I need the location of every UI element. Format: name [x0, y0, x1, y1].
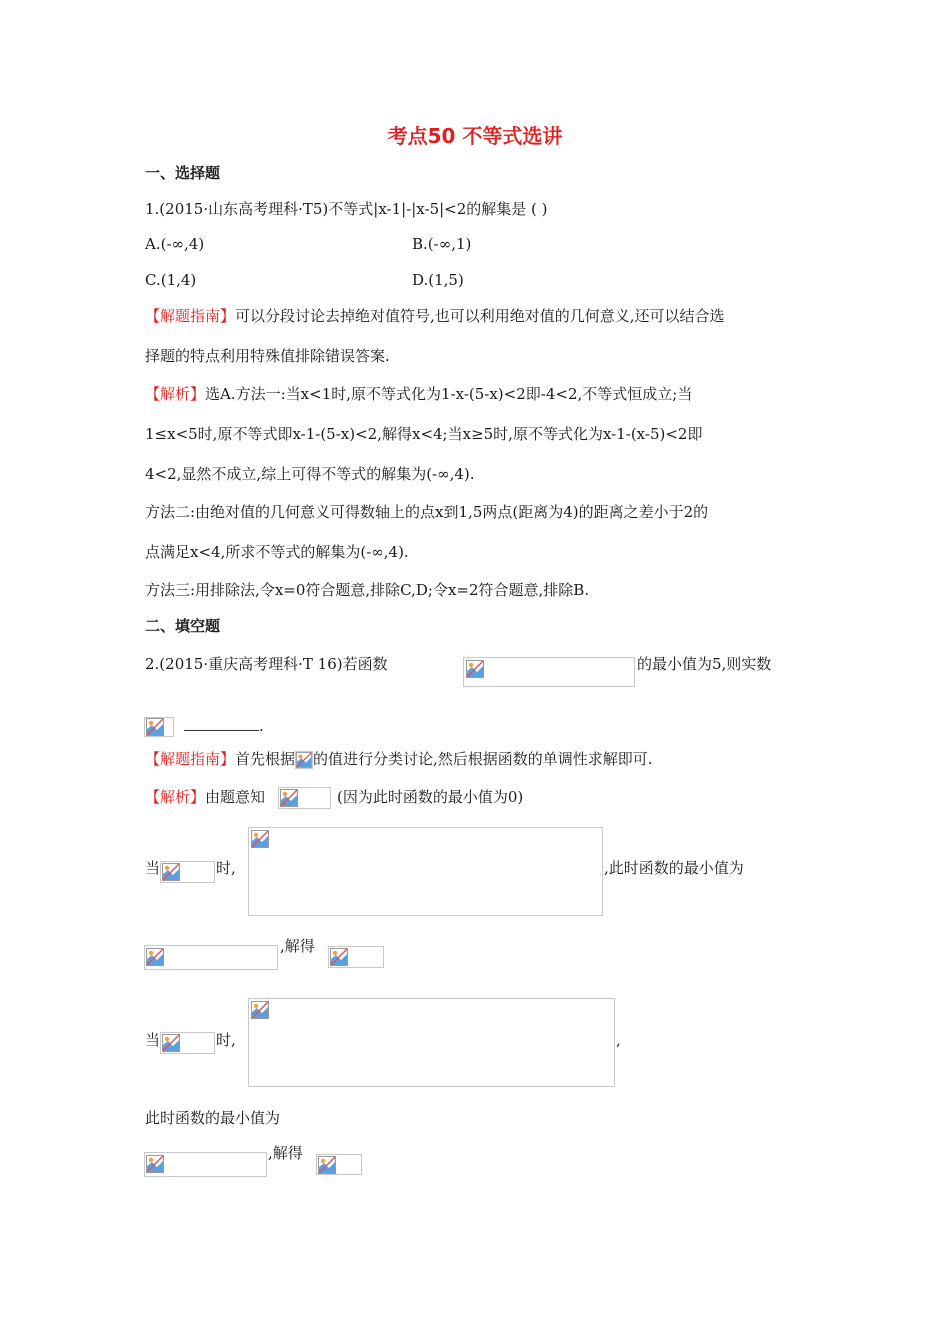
q1-analysis-line-1 — [145, 382, 692, 406]
broken-image-icon — [466, 660, 484, 678]
q1-guide-line-2: 择题的特点利用特殊值排除错误答案. — [145, 347, 390, 365]
section-heading-fill: 二、填空题 — [145, 617, 221, 635]
broken-image-case1-solution — [328, 946, 384, 968]
case2-comma: , — [616, 1031, 621, 1049]
broken-image-variable — [144, 717, 174, 737]
blank-period: . — [259, 717, 264, 735]
guide-text: 可以分段讨论去掉绝对值符号,也可以利用绝对值的几何意义,还可以结合选 — [235, 307, 725, 325]
broken-image-icon — [280, 789, 298, 807]
broken-image-case1-condition — [160, 861, 215, 883]
analysis-text: 选A.方法一:当x<1时,原不等式化为1-x-(5-x)<2即-4<2,不等式恒成立;当 — [205, 385, 693, 403]
case2-solve-text: ,解得 — [268, 1144, 303, 1162]
broken-image-icon — [162, 863, 180, 881]
guide-tag: 【解题指南】 — [145, 307, 236, 325]
broken-image-icon — [296, 752, 312, 768]
broken-image-case1-piecewise — [248, 827, 603, 916]
q1-method2-line-1: 方法二:由绝对值的几何意义可得数轴上的点x到1,5两点(距离为4)的距离之差小于2的 — [145, 503, 709, 521]
page-title: 考点50 不等式选讲 — [387, 124, 563, 148]
analysis-text-a: 由题意知 — [205, 788, 266, 806]
case2-min-text: 此时函数的最小值为 — [145, 1109, 281, 1127]
broken-image-condition — [278, 787, 331, 809]
guide-text-b: 的值进行分类讨论,然后根据函数的单调性求解即可. — [313, 750, 653, 768]
broken-image-icon — [251, 830, 269, 848]
analysis-tag: 【解析】 — [145, 385, 206, 403]
broken-image-icon — [146, 948, 164, 966]
option-c: C.(1,4) — [145, 271, 197, 289]
case2-when: 当 — [145, 1031, 161, 1049]
q1-guide-line-1 — [145, 304, 725, 328]
broken-image-icon — [146, 718, 164, 736]
case1-solve-text: ,解得 — [280, 937, 315, 955]
broken-image-case2-solution — [316, 1154, 362, 1175]
analysis-text-b: (因为此时函数的最小值为0) — [337, 788, 524, 806]
case1-min-text: ,此时函数的最小值为 — [604, 859, 744, 877]
broken-image-icon — [330, 948, 348, 966]
analysis-tag: 【解析】 — [145, 788, 206, 806]
option-d: D.(1,5) — [412, 271, 464, 289]
question-2-stem-a: 2.(2015·重庆高考理科·T 16)若函数 — [145, 655, 388, 673]
broken-image-case2-min — [144, 1152, 267, 1177]
answer-blank-line — [176, 714, 264, 738]
option-a: A.(-∞,4) — [145, 235, 205, 253]
case1-when: 当 — [145, 859, 161, 877]
section-heading-choice: 一、选择题 — [145, 164, 221, 182]
broken-image-icon — [318, 1156, 336, 1174]
answer-blank[interactable] — [184, 716, 259, 731]
case2-time: 时, — [216, 1031, 236, 1049]
broken-image-function — [463, 657, 635, 687]
broken-image-icon — [146, 1155, 164, 1173]
q1-analysis-line-2: 1≤x<5时,原不等式即x-1-(5-x)<2,解得x<4;当x≥5时,原不等式化为x-1-(x-5)<2即 — [145, 425, 703, 443]
option-b: B.(-∞,1) — [412, 235, 472, 253]
broken-image-case2-condition — [160, 1032, 215, 1054]
question-1-stem: 1.(2015·山东高考理科·T5)不等式|x-1|-|x-5|<2的解集是 ( ) — [145, 200, 548, 218]
case1-time: 时, — [216, 859, 236, 877]
q1-method2-line-2: 点满足x<4,所求不等式的解集为(-∞,4). — [145, 543, 409, 561]
q2-guide-line — [145, 747, 653, 771]
broken-image-icon — [251, 1001, 269, 1019]
broken-image-icon — [162, 1034, 180, 1052]
broken-image-case1-min — [144, 945, 278, 970]
q1-method3: 方法三:用排除法,令x=0符合题意,排除C,D;令x=2符合题意,排除B. — [145, 581, 590, 599]
broken-image-inline — [295, 751, 313, 769]
question-2-stem-b: 的最小值为5,则实数 — [637, 655, 772, 673]
guide-tag: 【解题指南】 — [145, 750, 236, 768]
guide-text-a: 首先根据 — [235, 750, 296, 768]
q1-analysis-line-3: 4<2,显然不成立,综上可得不等式的解集为(-∞,4). — [145, 465, 475, 483]
q2-analysis-line — [145, 785, 265, 809]
broken-image-case2-piecewise — [248, 998, 615, 1087]
